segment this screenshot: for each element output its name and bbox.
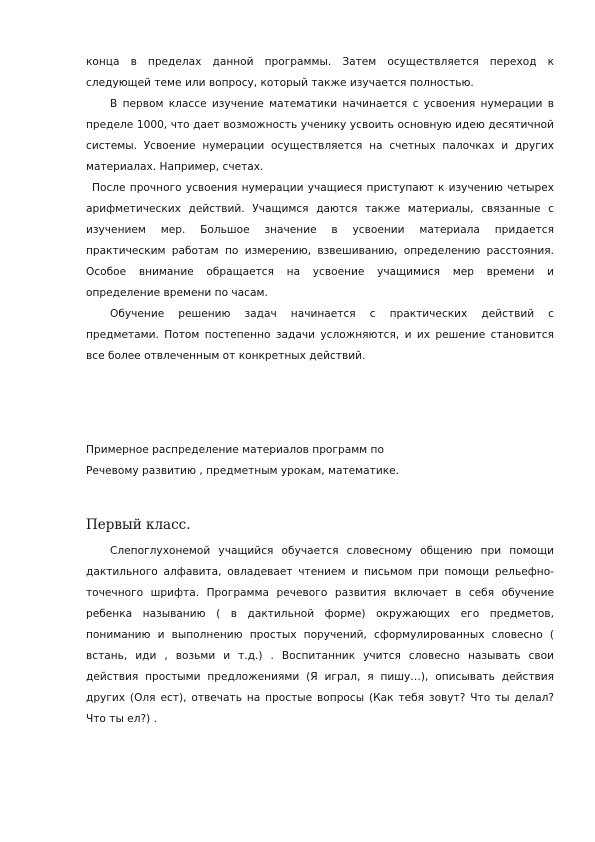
paragraph-math-first-class: В первом классе изучение математики начинается с усвоения нумерации в пределе 1000, что дает возможность ученику усвоить основную идею десятичной системы. Усвоение нумерации осуществляется на счетных палочках и других материалах. Например, счетах. xyxy=(86,98,554,173)
paragraph-problem-solving: Обучение решению задач начинается с практических действий с предметами. Потом постепенно задачи усложняются, и их решение становится все более отвлеченным от конкретных действий. xyxy=(86,308,554,362)
section-heading: Первый класс. xyxy=(86,517,191,533)
paragraph-arithmetic-operations: После прочного усвоения нумерации учащиеся приступают к изучению четырех арифметических действий. Учащимся даются также материалы, связанные с изучением мер. Большое значение в усвоении материала придается практическим работам по измерению, взвешиванию, определению расстояния. Особое внимание обращается на усвоение учащимися мер времени и определение времени по часам. xyxy=(86,182,554,299)
paragraph-continuation: конца в пределах данной программы. Затем осуществляется переход к следующей теме или вопросу, который также изучается полностью. xyxy=(86,56,554,89)
text-block-first-class xyxy=(86,541,554,730)
plan-title-line: Примерное распределение материалов программ по xyxy=(86,444,384,456)
plan-title-line: Речевому развитию , предметным урокам, математике. xyxy=(86,465,400,477)
paragraph-first-class: Слепоглухонемой учащийся обучается словесному общению при помощи дактильного алфавита, овладевает чтением и письмом при помощи рельефно-точечного шрифта. Программа речевого развития включает в себя обучение ребенка называнию ( в дактильной форме) окружающих его предметов, пониманию и выполнению простых поручений, сформулированных словесно ( встань, иди , возьми и т.д.) . Воспитанник учится словесно называть свои действия простыми предложениями (Я играл, я пишу…), описывать действия других (Оля ест), отвечать на простые вопросы (Как тебя зовут? Что ты делал? Что ты ел?) . xyxy=(86,545,554,725)
plan-title xyxy=(86,440,554,482)
text-block-top xyxy=(86,52,554,367)
